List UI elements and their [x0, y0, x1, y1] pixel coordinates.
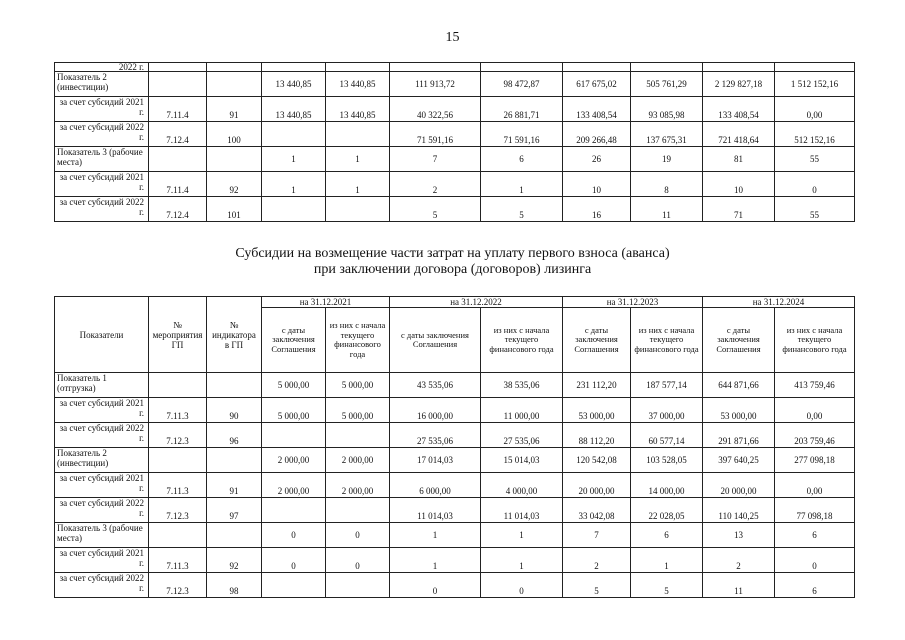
event-number-cell: 7.11.4	[149, 172, 207, 197]
value-cell: 0,00	[775, 398, 855, 423]
value-cell: 11	[631, 197, 703, 222]
value-cell: 7	[390, 147, 481, 172]
value-cell: 11 014,03	[390, 498, 481, 523]
table-row	[55, 197, 855, 222]
header-indicator-number: № индикатора в ГП	[207, 297, 262, 373]
event-number-cell	[149, 448, 207, 473]
indicator-number-cell	[207, 373, 262, 398]
value-cell: 7	[563, 523, 631, 548]
event-number-cell	[149, 373, 207, 398]
value-cell: 1	[326, 172, 390, 197]
event-number-cell: 7.11.3	[149, 548, 207, 573]
value-cell: 231 112,20	[563, 373, 631, 398]
indicator-number-cell	[207, 147, 262, 172]
value-cell: 110 140,25	[703, 498, 775, 523]
value-cell: 1	[481, 548, 563, 573]
indicator-number-cell	[207, 448, 262, 473]
value-cell: 203 759,46	[775, 423, 855, 448]
value-cell: 2 000,00	[262, 448, 326, 473]
value-cell: 209 266,48	[563, 122, 631, 147]
value-cell: 1	[326, 147, 390, 172]
row-label: Показатель 2 (инвестиции)	[55, 448, 149, 473]
value-cell: 0	[326, 523, 390, 548]
value-cell: 11	[703, 573, 775, 598]
value-cell: 81	[703, 147, 775, 172]
value-cell	[262, 573, 326, 598]
indicator-number-cell: 100	[207, 122, 262, 147]
value-cell: 187 577,14	[631, 373, 703, 398]
value-cell: 8	[631, 172, 703, 197]
value-cell: 27 535,06	[481, 423, 563, 448]
value-cell: 617 675,02	[563, 72, 631, 97]
indicator-number-cell: 91	[207, 97, 262, 122]
header-sub: с даты заключения Соглашения	[563, 308, 631, 373]
indicator-number-cell: 98	[207, 573, 262, 598]
value-cell: 6	[631, 523, 703, 548]
indicator-number-cell	[207, 523, 262, 548]
value-cell: 0	[775, 548, 855, 573]
header-sub: с даты заключения Соглашения	[262, 308, 326, 373]
value-cell: 93 085,98	[631, 97, 703, 122]
table-row	[55, 122, 855, 147]
value-cell: 277 098,18	[775, 448, 855, 473]
row-label: за счет субсидий 2021 г.	[55, 172, 149, 197]
value-cell: 20 000,00	[703, 473, 775, 498]
row-label: за счет субсидий 2022 г.	[55, 197, 149, 222]
section-title-line: при заключении договора (договоров) лизинга	[313, 262, 592, 277]
indicator-number-cell: 92	[207, 548, 262, 573]
value-cell: 40 322,56	[390, 97, 481, 122]
value-cell: 77 098,18	[775, 498, 855, 523]
indicator-number-cell: 91	[207, 473, 262, 498]
value-cell	[262, 197, 326, 222]
row-label: за счет субсидий 2022 г.	[55, 423, 149, 448]
value-cell: 15 014,03	[481, 448, 563, 473]
value-cell: 133 408,54	[703, 97, 775, 122]
section-title-line: Субсидии на возмещение части затрат на уплату первого взноса (аванса)	[235, 246, 670, 261]
value-cell: 26	[563, 147, 631, 172]
value-cell: 4 000,00	[481, 473, 563, 498]
value-cell: 0	[262, 548, 326, 573]
value-cell: 0	[262, 523, 326, 548]
value-cell: 71 591,16	[390, 122, 481, 147]
row-label: за счет субсидий 2022 г.	[55, 122, 149, 147]
header-period: на 31.12.2021	[262, 297, 390, 308]
value-cell: 60 577,14	[631, 423, 703, 448]
value-cell	[262, 423, 326, 448]
value-cell: 16 000,00	[390, 398, 481, 423]
value-cell: 644 871,66	[703, 373, 775, 398]
value-cell: 5 000,00	[262, 398, 326, 423]
value-cell: 6	[775, 523, 855, 548]
event-number-cell	[149, 523, 207, 548]
value-cell: 38 535,06	[481, 373, 563, 398]
row-label: Показатель 1 (отгрузка)	[55, 373, 149, 398]
value-cell: 2	[703, 548, 775, 573]
value-cell: 53 000,00	[563, 398, 631, 423]
row-label: Показатель 3 (рабочие места)	[55, 523, 149, 548]
header-sub: с даты заключения Соглашения	[703, 308, 775, 373]
value-cell: 10	[703, 172, 775, 197]
indicators-table-continued	[54, 62, 855, 222]
value-cell: 43 535,06	[390, 373, 481, 398]
value-cell: 721 418,64	[703, 122, 775, 147]
value-cell: 1	[262, 172, 326, 197]
table-row	[55, 398, 855, 423]
table-row	[55, 448, 855, 473]
table-row	[55, 172, 855, 197]
value-cell	[326, 573, 390, 598]
leasing-subsidy-table	[54, 296, 855, 598]
value-cell: 5 000,00	[262, 373, 326, 398]
value-cell: 2 000,00	[326, 448, 390, 473]
value-cell: 137 675,31	[631, 122, 703, 147]
value-cell: 11 014,03	[481, 498, 563, 523]
value-cell: 55	[775, 147, 855, 172]
event-number-cell	[149, 147, 207, 172]
value-cell: 37 000,00	[631, 398, 703, 423]
value-cell: 5	[631, 573, 703, 598]
value-cell: 6	[775, 573, 855, 598]
table-row	[55, 147, 855, 172]
value-cell: 1	[390, 548, 481, 573]
header-indicators: Показатели	[55, 297, 149, 373]
value-cell: 17 014,03	[390, 448, 481, 473]
page-number: 15	[445, 30, 460, 45]
value-cell	[262, 498, 326, 523]
row-label: Показатель 2 (инвестиции)	[55, 72, 149, 97]
value-cell: 1	[481, 523, 563, 548]
row-label: за счет субсидий 2021 г.	[55, 398, 149, 423]
value-cell: 0	[390, 573, 481, 598]
value-cell: 0,00	[775, 97, 855, 122]
section-title	[0, 246, 905, 278]
value-cell: 13 440,85	[262, 97, 326, 122]
value-cell: 0	[775, 172, 855, 197]
indicator-number-cell: 97	[207, 498, 262, 523]
value-cell: 53 000,00	[703, 398, 775, 423]
value-cell: 133 408,54	[563, 97, 631, 122]
value-cell: 27 535,06	[390, 423, 481, 448]
row-label: 2022 г.	[55, 63, 149, 72]
table-row	[55, 423, 855, 448]
value-cell	[326, 197, 390, 222]
value-cell: 71 591,16	[481, 122, 563, 147]
indicator-number-cell: 90	[207, 398, 262, 423]
event-number-cell: 7.11.3	[149, 398, 207, 423]
value-cell: 5 000,00	[326, 373, 390, 398]
row-label: за счет субсидий 2021 г.	[55, 97, 149, 122]
table-row	[55, 573, 855, 598]
table-row	[55, 373, 855, 398]
value-cell: 111 913,72	[390, 72, 481, 97]
value-cell: 20 000,00	[563, 473, 631, 498]
event-number-cell: 7.12.3	[149, 423, 207, 448]
value-cell: 1	[481, 172, 563, 197]
value-cell: 71	[703, 197, 775, 222]
event-number-cell: 7.12.3	[149, 498, 207, 523]
value-cell: 1	[262, 147, 326, 172]
header-row	[55, 297, 855, 308]
header-event-number: № мероприятия ГП	[149, 297, 207, 373]
indicator-number-cell: 92	[207, 172, 262, 197]
value-cell: 512 152,16	[775, 122, 855, 147]
row-label: за счет субсидий 2021 г.	[55, 548, 149, 573]
indicator-number-cell	[207, 72, 262, 97]
indicator-number-cell: 101	[207, 197, 262, 222]
value-cell: 1	[631, 548, 703, 573]
value-cell	[326, 122, 390, 147]
value-cell: 13 440,85	[262, 72, 326, 97]
indicator-number-cell: 96	[207, 423, 262, 448]
value-cell: 0	[326, 548, 390, 573]
row-label: за счет субсидий 2021 г.	[55, 473, 149, 498]
value-cell: 33 042,08	[563, 498, 631, 523]
value-cell: 1 512 152,16	[775, 72, 855, 97]
table-row	[55, 97, 855, 122]
value-cell: 13	[703, 523, 775, 548]
event-number-cell: 7.11.4	[149, 97, 207, 122]
value-cell: 0	[481, 573, 563, 598]
row-label: Показатель 3 (рабочие места)	[55, 147, 149, 172]
event-number-cell: 7.11.3	[149, 473, 207, 498]
event-number-cell	[149, 72, 207, 97]
value-cell: 13 440,85	[326, 72, 390, 97]
value-cell: 397 640,25	[703, 448, 775, 473]
value-cell: 14 000,00	[631, 473, 703, 498]
value-cell: 13 440,85	[326, 97, 390, 122]
value-cell: 5	[563, 573, 631, 598]
value-cell	[262, 122, 326, 147]
value-cell: 5 000,00	[326, 398, 390, 423]
value-cell: 2 000,00	[262, 473, 326, 498]
value-cell: 22 028,05	[631, 498, 703, 523]
value-cell: 0,00	[775, 473, 855, 498]
table-row	[55, 72, 855, 97]
event-number-cell: 7.12.4	[149, 197, 207, 222]
value-cell: 98 472,87	[481, 72, 563, 97]
row-label: за счет субсидий 2022 г.	[55, 498, 149, 523]
value-cell: 6 000,00	[390, 473, 481, 498]
value-cell: 2	[390, 172, 481, 197]
table-row	[55, 473, 855, 498]
header-period: на 31.12.2024	[703, 297, 855, 308]
header-sub: из них с начала текущего финансового года	[775, 308, 855, 373]
event-number-cell: 7.12.3	[149, 573, 207, 598]
value-cell: 2 129 827,18	[703, 72, 775, 97]
value-cell	[326, 498, 390, 523]
value-cell: 19	[631, 147, 703, 172]
row-label: за счет субсидий 2022 г.	[55, 573, 149, 598]
header-sub: из них с начала текущего финансового года	[326, 308, 390, 373]
value-cell: 5	[481, 197, 563, 222]
value-cell: 2	[563, 548, 631, 573]
value-cell: 413 759,46	[775, 373, 855, 398]
value-cell: 120 542,08	[563, 448, 631, 473]
header-period: на 31.12.2022	[390, 297, 563, 308]
value-cell: 88 112,20	[563, 423, 631, 448]
table-row	[55, 63, 855, 72]
value-cell: 103 528,05	[631, 448, 703, 473]
value-cell: 11 000,00	[481, 398, 563, 423]
value-cell: 505 761,29	[631, 72, 703, 97]
header-sub: из них с начала текущего финансового года	[481, 308, 563, 373]
value-cell: 6	[481, 147, 563, 172]
table-row	[55, 523, 855, 548]
header-period: на 31.12.2023	[563, 297, 703, 308]
value-cell: 10	[563, 172, 631, 197]
value-cell: 2 000,00	[326, 473, 390, 498]
value-cell: 5	[390, 197, 481, 222]
table-row	[55, 498, 855, 523]
value-cell: 55	[775, 197, 855, 222]
table-row	[55, 548, 855, 573]
value-cell: 1	[390, 523, 481, 548]
value-cell: 291 871,66	[703, 423, 775, 448]
value-cell	[326, 423, 390, 448]
value-cell: 26 881,71	[481, 97, 563, 122]
event-number-cell: 7.12.4	[149, 122, 207, 147]
value-cell: 16	[563, 197, 631, 222]
header-sub: из них с начала текущего финансового года	[631, 308, 703, 373]
header-sub: с даты заключения Соглашения	[390, 308, 481, 373]
